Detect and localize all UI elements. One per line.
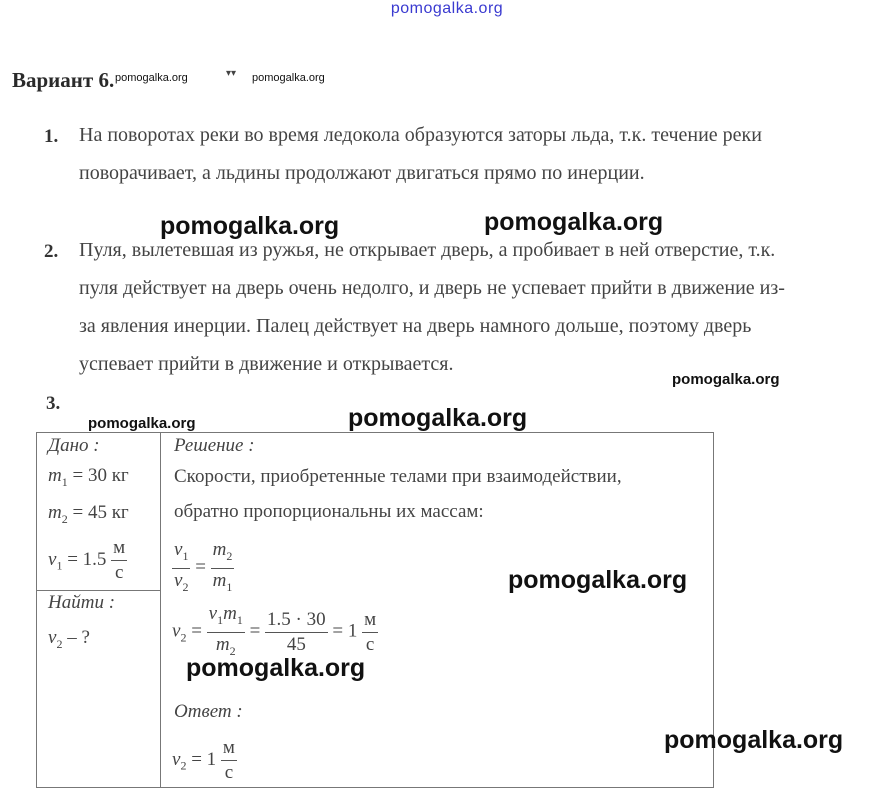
equals-sign: =: [191, 620, 202, 642]
watermark: pomogalka.org: [88, 415, 196, 432]
fraction: [211, 538, 235, 599]
fraction-numerator: [172, 538, 190, 569]
given-symbol: m: [48, 502, 62, 523]
answer-symbol: v: [172, 748, 181, 770]
watermark: pomogalka.org: [508, 566, 688, 594]
symbol: v: [174, 569, 183, 591]
given-subscript: 2: [61, 511, 68, 526]
given-value: = 1.5: [67, 548, 107, 570]
given-subscript: 1: [56, 558, 63, 573]
subscript: 2: [180, 630, 187, 645]
fraction-numerator: [207, 602, 245, 633]
symbol: v: [174, 539, 183, 560]
question-text-line: На поворотах реки во время ледокола образуются заторы льда, т.к. течение реки: [79, 124, 762, 146]
watermark: pomogalka.org: [115, 72, 188, 84]
question-text-line: поворачивает, а льдины продолжают двигаться прямо по инерции.: [79, 162, 645, 184]
table-divider: [160, 432, 161, 788]
question-number: 3.: [46, 393, 61, 414]
fraction-numerator: [211, 538, 235, 569]
fraction: [172, 538, 190, 599]
unit-denominator: с: [365, 633, 375, 655]
answer-label: Ответ :: [174, 701, 243, 722]
fraction-denominator: [211, 569, 235, 599]
fraction-denominator: [172, 569, 190, 599]
symbol: m: [212, 539, 227, 560]
unit-denominator: с: [114, 562, 124, 583]
symbol: m: [223, 603, 237, 624]
watermark: pomogalka.org: [484, 208, 664, 236]
subscript: 1: [236, 612, 243, 627]
fraction: [265, 608, 328, 657]
subscript: 1: [226, 579, 233, 594]
arrow-glyph-icon: ▾▾: [226, 68, 237, 79]
find-label: Найти :: [48, 592, 116, 613]
subscript: 1: [217, 612, 224, 627]
unit-denominator: с: [224, 762, 234, 783]
fraction-denominator: 45: [286, 633, 306, 655]
symbol: m: [212, 569, 227, 591]
question-text-line: за явления инерции. Палец действует на дверь намного дольше, поэтому дверь: [79, 315, 752, 337]
watermark: pomogalka.org: [160, 212, 340, 240]
equals-sign: =: [195, 556, 206, 578]
answer-formula: [172, 736, 237, 785]
fraction-numerator: 1.5 · 30: [265, 608, 328, 633]
site-name[interactable]: pomogalka.org: [390, 0, 504, 17]
symbol: v: [208, 603, 218, 624]
given-label: Дано :: [48, 435, 100, 456]
subscript: 1: [182, 548, 189, 563]
watermark: pomogalka.org: [672, 371, 780, 388]
given-value: = 30 кг: [72, 465, 129, 486]
solution-label: Решение :: [174, 435, 255, 456]
given-item: [48, 536, 127, 585]
subscript: 2: [182, 579, 189, 594]
answer-value: = 1: [191, 748, 217, 770]
unit-numerator: м: [221, 736, 237, 761]
given-subscript: 1: [61, 474, 68, 489]
question-number: 2.: [44, 241, 59, 262]
question-text-line: Пуля, вылетевшая из ружья, не открывает дверь, а пробивает в ней отверстие, т.к.: [79, 239, 776, 261]
question-number: 1.: [44, 126, 59, 147]
find-value: – ?: [67, 627, 90, 648]
subscript: 2: [226, 548, 233, 563]
find-item: [48, 627, 90, 652]
unit-fraction: [221, 736, 237, 785]
given-symbol: m: [48, 465, 62, 486]
answer-subscript: 2: [180, 758, 187, 773]
question-text-line: успевает прийти в движение и открывается.: [79, 353, 454, 375]
unit-fraction: [362, 608, 378, 657]
find-subscript: 2: [56, 636, 63, 651]
unit-fraction: [111, 536, 127, 585]
given-item: [48, 465, 129, 490]
symbol: v: [172, 620, 181, 642]
watermark: pomogalka.org: [348, 404, 528, 432]
watermark: pomogalka.org: [252, 72, 325, 84]
symbol: m: [215, 633, 230, 655]
given-item: [48, 502, 129, 527]
solution-text-line: Скорости, приобретенные телами при взаимодействии,: [174, 466, 622, 487]
find-symbol: v: [48, 627, 57, 648]
question-text-line: пуля действует на дверь очень недолго, и дверь не успевает прийти в движение из-: [79, 277, 785, 299]
watermark: pomogalka.org: [664, 726, 844, 754]
given-value: = 45 кг: [72, 502, 129, 523]
solution-text-line: обратно пропорциональны их массам:: [174, 501, 484, 522]
subscript: 2: [229, 643, 236, 658]
ratio-formula: [172, 538, 234, 599]
equals-sign: =: [249, 620, 261, 642]
result-value: = 1: [332, 620, 358, 642]
given-symbol: v: [48, 548, 57, 570]
unit-numerator: м: [362, 608, 378, 633]
table-divider: [36, 590, 161, 591]
watermark: pomogalka.org: [186, 654, 366, 682]
variant-heading: Вариант 6.: [12, 68, 115, 92]
unit-numerator: м: [111, 536, 127, 561]
